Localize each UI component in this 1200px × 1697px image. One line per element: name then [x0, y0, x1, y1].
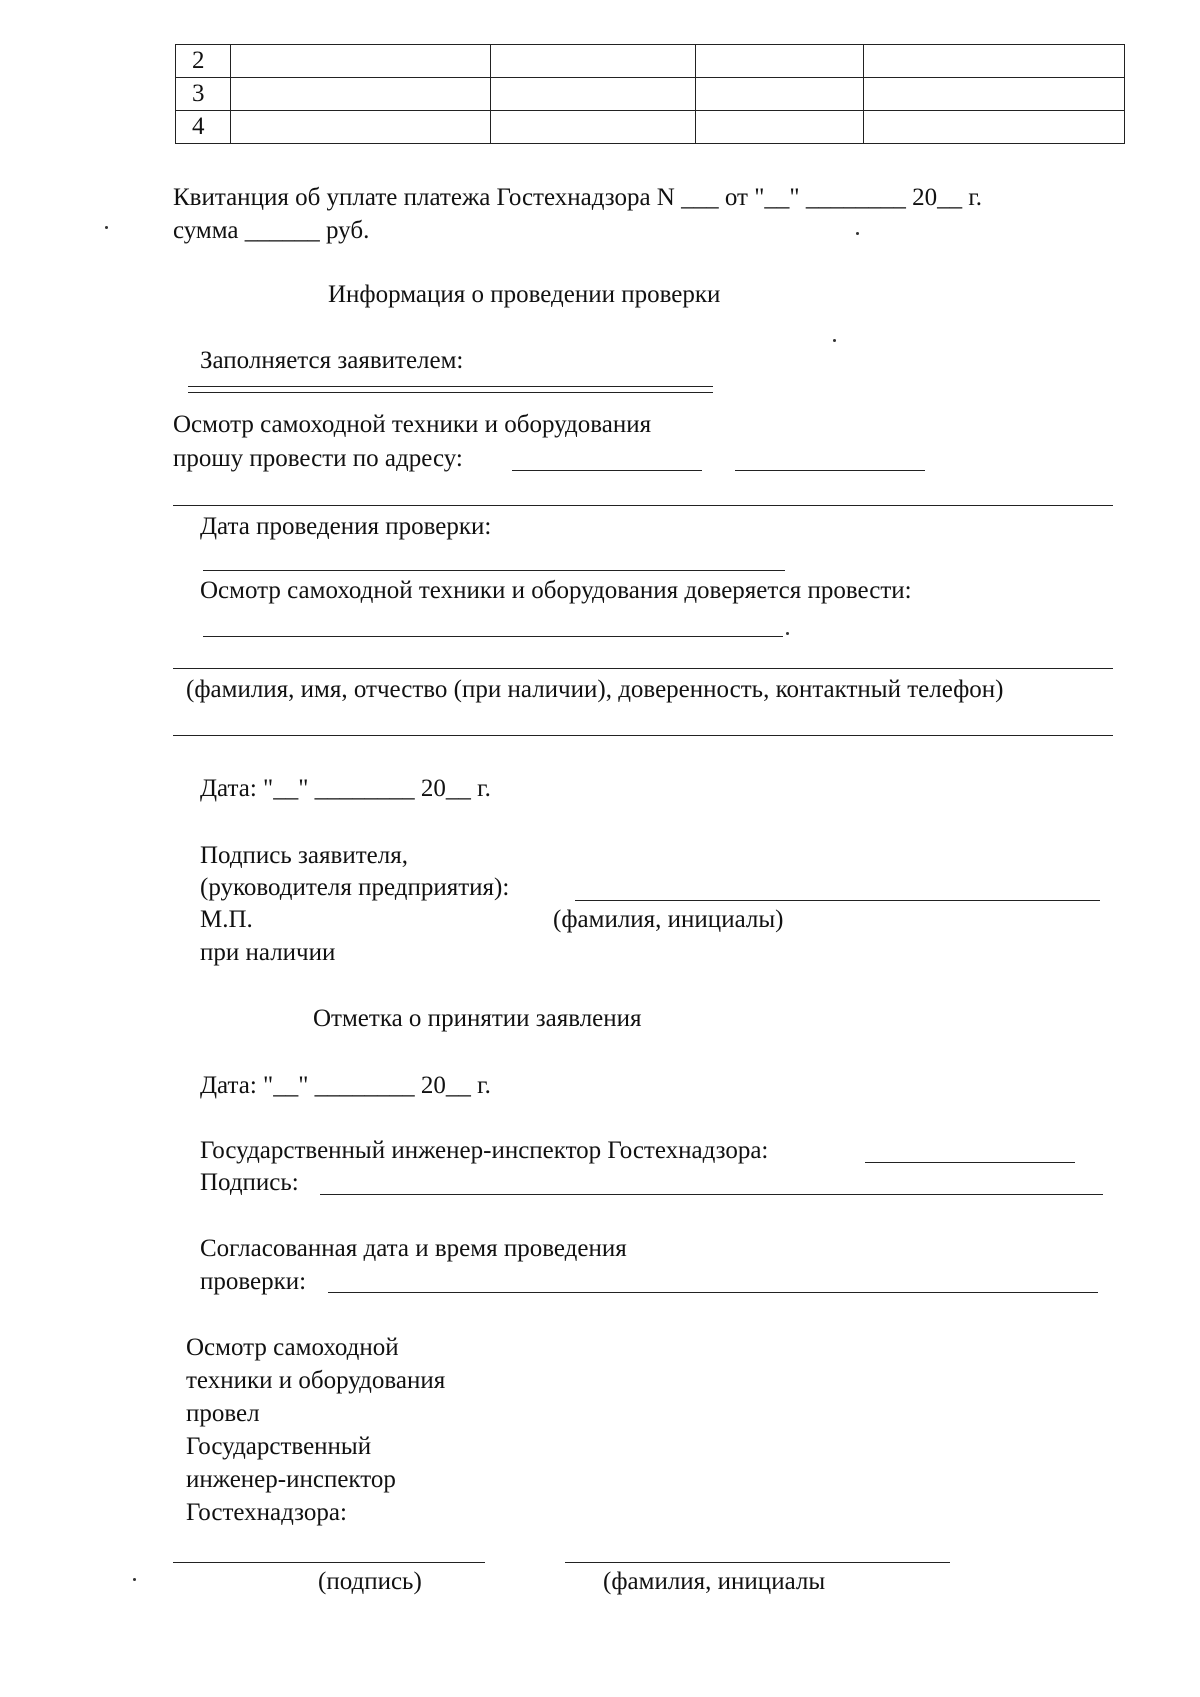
table-cell[interactable] — [491, 111, 696, 144]
table-cell[interactable] — [696, 45, 864, 78]
applicant-signature-field[interactable] — [575, 900, 1100, 901]
table-cell[interactable] — [231, 111, 491, 144]
applicant-name-hint: (фамилия, инициалы) — [553, 906, 784, 933]
inspection-heading: Информация о проведении проверки — [328, 281, 721, 308]
period-mark — [786, 632, 789, 635]
trusted-person-field-3[interactable] — [173, 735, 1113, 736]
inspector-signature-label: Подпись: — [200, 1169, 299, 1196]
scan-speck — [133, 1578, 136, 1581]
table-cell[interactable] — [231, 45, 491, 78]
conducted-line: техники и оборудования — [186, 1367, 446, 1394]
table-cell[interactable] — [864, 111, 1125, 144]
trusted-person-hint: (фамилия, имя, отчество (при наличии), доверенность, контактный телефон) — [186, 676, 1004, 703]
table-cell[interactable] — [491, 45, 696, 78]
table-cell[interactable] — [491, 78, 696, 111]
address-field-full[interactable] — [173, 505, 1113, 506]
agreed-date-field[interactable] — [328, 1292, 1098, 1293]
agreed-date-label-2: проверки: — [200, 1268, 307, 1295]
table-cell[interactable] — [696, 78, 864, 111]
agreed-date-label: Согласованная дата и время проведения — [200, 1235, 627, 1262]
conducted-line: Осмотр самоходной — [186, 1334, 399, 1361]
filled-by-label: Заполняется заявителем: — [200, 347, 464, 374]
address-request-label-2: прошу провести по адресу: — [173, 445, 463, 472]
conducted-signature-field[interactable] — [173, 1562, 485, 1563]
receipt-line: Квитанция об уплате платежа Гостехнадзора N ___ от "__" ________ 20__ г. — [173, 184, 983, 211]
row-number: 3 — [176, 78, 231, 111]
conducted-line: Гостехнадзора: — [186, 1499, 347, 1526]
conducted-line: Государственный — [186, 1433, 372, 1460]
stamp-place-label: М.П. — [200, 906, 253, 933]
address-field-1[interactable] — [512, 470, 702, 471]
items-table — [175, 44, 1125, 144]
table-row — [176, 45, 1125, 78]
trusted-person-field[interactable] — [203, 636, 783, 637]
applicant-date-line: Дата: "__" ________ 20__ г. — [200, 775, 491, 802]
conducted-line: провел — [186, 1400, 260, 1427]
table-row — [176, 111, 1125, 144]
applicant-sign-label: Подпись заявителя, — [200, 842, 408, 869]
table-row — [176, 78, 1125, 111]
trusted-person-label: Осмотр самоходной техники и оборудования доверяется провести: — [200, 577, 912, 604]
table-cell[interactable] — [864, 78, 1125, 111]
row-number: 4 — [176, 111, 231, 144]
inspector-label: Государственный инженер-инспектор Гостехнадзора: — [200, 1137, 769, 1164]
address-field-2[interactable] — [735, 470, 925, 471]
acceptance-date-line: Дата: "__" ________ 20__ г. — [200, 1072, 491, 1099]
scan-speck — [856, 232, 859, 235]
row-number: 2 — [176, 45, 231, 78]
scan-speck — [833, 339, 836, 342]
double-underline-bottom — [188, 392, 713, 393]
inspection-date-field[interactable] — [203, 570, 785, 571]
acceptance-heading: Отметка о принятии заявления — [313, 1005, 642, 1032]
conducted-name-field[interactable] — [565, 1562, 950, 1563]
conducted-line: инженер-инспектор — [186, 1466, 396, 1493]
double-underline-top — [188, 386, 713, 387]
receipt-amount: сумма ______ руб. — [173, 217, 370, 244]
applicant-sign-label-2: (руководителя предприятия): — [200, 874, 510, 901]
inspector-signature-field[interactable] — [320, 1194, 1103, 1195]
conducted-signature-hint: (подпись) — [318, 1568, 422, 1595]
table-cell[interactable] — [231, 78, 491, 111]
table-cell[interactable] — [864, 45, 1125, 78]
inspector-field[interactable] — [865, 1162, 1075, 1163]
trusted-person-field-2[interactable] — [173, 668, 1113, 669]
address-request-label: Осмотр самоходной техники и оборудования — [173, 411, 652, 438]
inspection-date-label: Дата проведения проверки: — [200, 513, 492, 540]
conducted-name-hint: (фамилия, инициалы — [603, 1568, 826, 1595]
if-any-label: при наличии — [200, 939, 336, 966]
table-cell[interactable] — [696, 111, 864, 144]
scan-speck — [105, 226, 108, 229]
